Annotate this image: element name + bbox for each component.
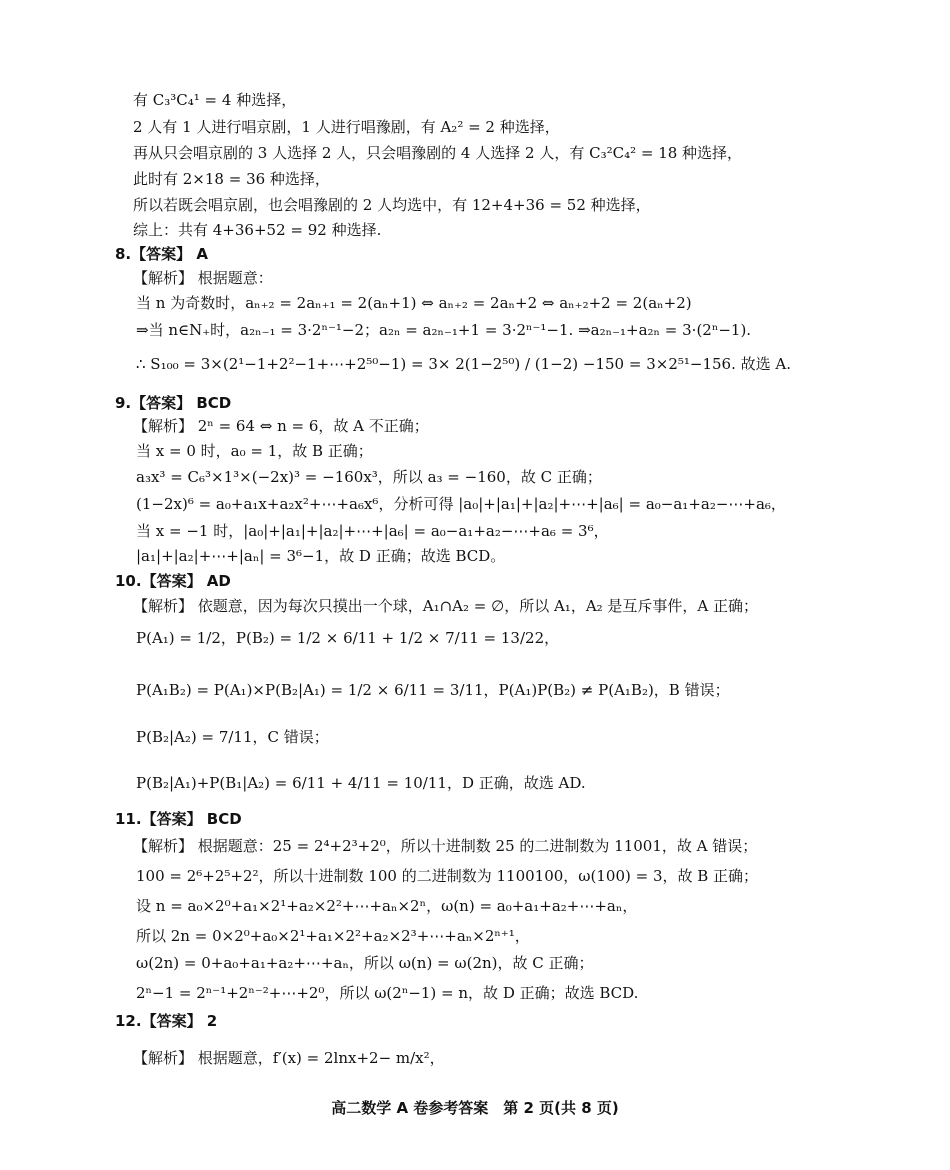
text-line: 综上：共有 4+36+52 = 92 种选择. — [133, 221, 382, 239]
text-line: 2 人有 1 人进行唱京剧，1 人进行唱豫剧，有 A₂² = 2 种选择， — [133, 118, 560, 136]
text-line: (1−2x)⁶ = a₀+a₁x+a₂x²+⋯+a₆x⁶，分析可得 |a₀|+|a₁|+|a₂|+⋯+|a₆| = a₀−a₁+a₂−⋯+a₆， — [136, 495, 786, 513]
text-line: |a₁|+|a₂|+⋯+|aₙ| = 3⁶−1，故 D 正确；故选 BCD。 — [136, 547, 506, 565]
formula-line: P(B₂|A₂) = 7/11，C 错误； — [136, 728, 329, 746]
analysis-heading: 【解析】 根据题意：25 = 2⁴+2³+2⁰，所以十进制数 25 的二进制数为 11001，故 A 错误； — [133, 837, 758, 855]
formula-line: P(A₁) = 1/2，P(B₂) = 1/2 × 6/11 + 1/2 × 7/11 = 13/22， — [136, 629, 560, 647]
formula-line: ∴ S₁₀₀ = 3×(2¹−1+2²−1+⋯+2⁵⁰−1) = 3× 2(1−2⁵⁰) / (1−2) −150 = 3×2⁵¹−156. 故选 A. — [136, 355, 791, 373]
text-line: 当 n 为奇数时，aₙ₊₂ = 2aₙ₊₁ = 2(aₙ+1) ⇔ aₙ₊₂ = 2aₙ+2 ⇔ aₙ₊₂+2 = 2(aₙ+2) — [136, 294, 692, 312]
analysis-heading: 【解析】 依题意，因为每次只摸出一个球，A₁∩A₂ = ∅，所以 A₁，A₂ 是互斥事件，A 正确； — [133, 597, 759, 615]
text-line: 此时有 2×18 = 36 种选择， — [133, 170, 330, 188]
answer-heading: 9.【答案】 BCD — [115, 394, 232, 412]
text-line: 所以若既会唱京剧，也会唱豫剧的 2 人均选中，有 12+4+36 = 52 种选择， — [133, 196, 651, 214]
formula-line: P(A₁B₂) = P(A₁)×P(B₂|A₁) = 1/2 × 6/11 = 3/11，P(A₁)P(B₂) ≠ P(A₁B₂)，B 错误； — [136, 681, 730, 699]
text-line: a₃x³ = C₆³×1³×(−2x)³ = −160x³，所以 a₃ = −160，故 C 正确； — [136, 468, 602, 486]
analysis-heading: 【解析】 根据题意： — [133, 269, 273, 287]
answer-heading: 12.【答案】 2 — [115, 1012, 218, 1030]
text-line: 有 C₃³C₄¹ = 4 种选择， — [133, 91, 297, 109]
answer-heading: 8.【答案】 A — [115, 245, 208, 263]
text-line: 设 n = a₀×2⁰+a₁×2¹+a₂×2²+⋯+aₙ×2ⁿ，ω(n) = a₀+a₁+a₂+⋯+aₙ， — [136, 897, 638, 915]
text-line: 2ⁿ−1 = 2ⁿ⁻¹+2ⁿ⁻²+⋯+2⁰，所以 ω(2ⁿ−1) = n，故 D 正确；故选 BCD. — [136, 984, 639, 1002]
text-line: 所以 2n = 0×2⁰+a₀×2¹+a₁×2²+a₂×2³+⋯+aₙ×2ⁿ⁺¹， — [136, 927, 530, 945]
text-line: 当 x = −1 时，|a₀|+|a₁|+|a₂|+⋯+|a₆| = a₀−a₁+a₂−⋯+a₆ = 3⁶， — [136, 522, 609, 540]
text-line: 100 = 2⁶+2⁵+2²，所以十进制数 100 的二进制数为 1100100，ω(100) = 3，故 B 正确； — [136, 867, 759, 885]
formula-line: P(B₂|A₁)+P(B₁|A₂) = 6/11 + 4/11 = 10/11，D 正确，故选 AD. — [136, 774, 586, 792]
page-footer: 高二数学 A 卷参考答案 第 2 页(共 8 页) — [331, 1099, 619, 1117]
answer-heading: 11.【答案】 BCD — [115, 810, 242, 828]
analysis-heading: 【解析】 根据题意，f′(x) = 2lnx+2− m/x²， — [133, 1049, 445, 1067]
analysis-heading: 【解析】 2ⁿ = 64 ⇔ n = 6，故 A 不正确； — [133, 417, 429, 435]
text-line: ⇒当 n∈N₊时，a₂ₙ₋₁ = 3·2ⁿ⁻¹−2；a₂ₙ = a₂ₙ₋₁+1 = 3·2ⁿ⁻¹−1. ⇒a₂ₙ₋₁+a₂ₙ = 3·(2ⁿ−1). — [136, 321, 752, 339]
answer-heading: 10.【答案】 AD — [115, 572, 231, 590]
text-line: 当 x = 0 时，a₀ = 1，故 B 正确； — [136, 442, 373, 460]
text-line: ω(2n) = 0+a₀+a₁+a₂+⋯+aₙ，所以 ω(n) = ω(2n)，故 C 正确； — [136, 954, 594, 972]
text-line: 再从只会唱京剧的 3 人选择 2 人，只会唱豫剧的 4 人选择 2 人，有 C₃²C₄² = 18 种选择， — [133, 144, 743, 162]
